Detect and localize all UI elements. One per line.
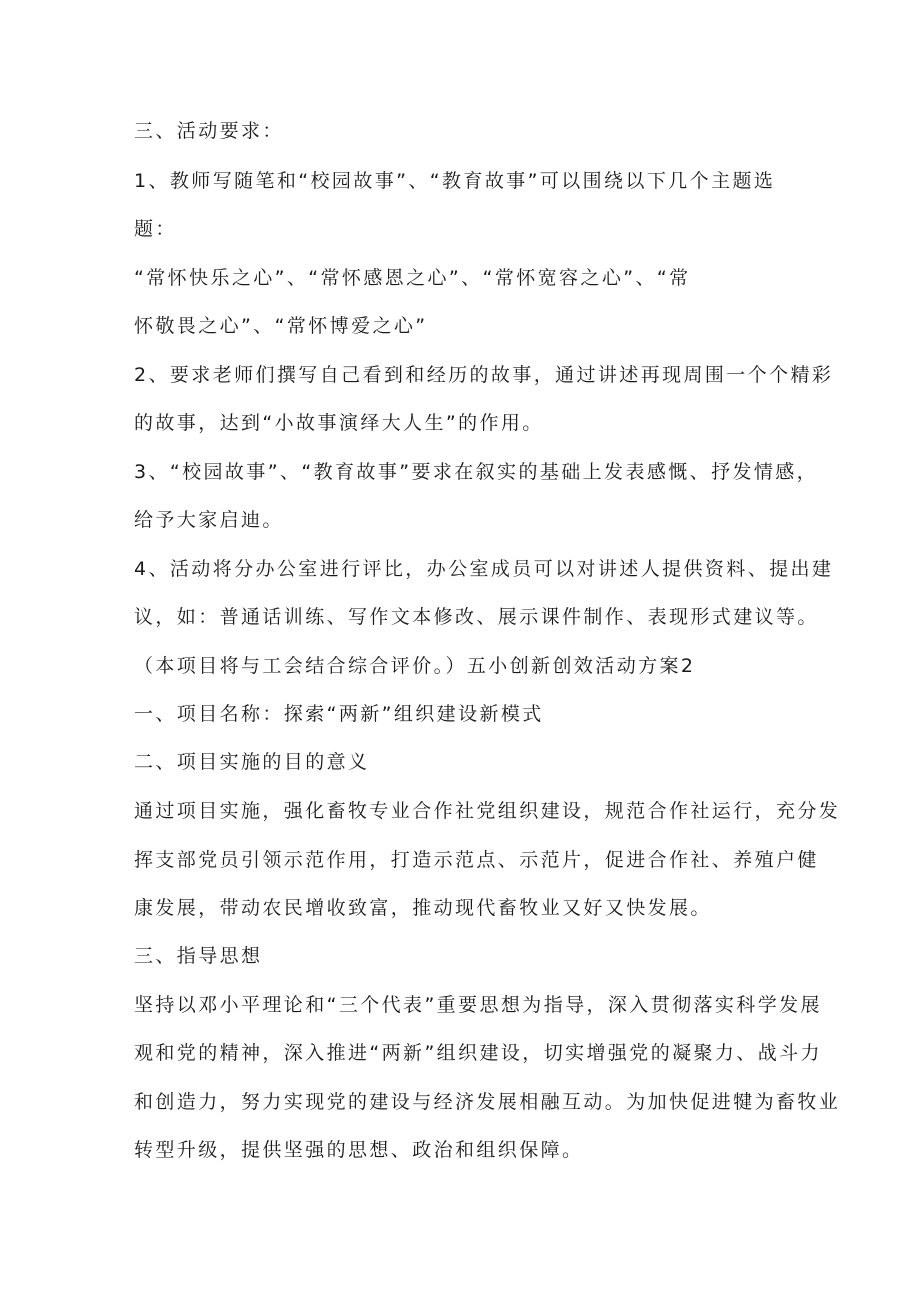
paragraph-line: 观和党的精神，深入推进“两新”组织建设，切实增强党的凝聚力、战斗力 (134, 1042, 822, 1064)
paragraph-line: 怀敬畏之心”、“常怀博爱之心” (134, 315, 428, 337)
paragraph-line: 议，如：普通话训练、写作文本修改、展示课件制作、表现形式建议等。 (134, 606, 819, 628)
paragraph-line: 康发展，带动农民增收致富，推动现代畜牧业又好又快发展。 (134, 897, 712, 919)
section-heading-purpose: 二、项目实施的目的意义 (134, 751, 370, 773)
paragraph-line: 通过项目实施，强化畜牧专业合作社党组织建设，规范合作社运行，充分发 (134, 800, 841, 822)
paragraph-line: 题： (134, 218, 177, 240)
paragraph-line: 转型升级，提供坚强的思想、政治和组织保障。 (134, 1139, 584, 1161)
paragraph-line: 3、“校园故事”、“教育故事”要求在叙实的基础上发表感慨、抒发情感， (134, 461, 819, 483)
paragraph-line: 给予大家启迪。 (134, 509, 284, 531)
section-heading-activity-requirements: 三、活动要求： (134, 120, 284, 142)
section-heading-project-name: 一、项目名称：探索“两新”组织建设新模式 (134, 703, 544, 725)
paragraph-line: （本项目将与工会结合综合评价。）五小创新创效活动方案2 (134, 655, 696, 677)
paragraph-line: 1、教师写随笔和“校园故事”、“教育故事”可以围绕以下几个主题选 (134, 170, 776, 192)
paragraph-line: 4、活动将分办公室进行评比，办公室成员可以对讲述人提供资料、提出建 (134, 558, 834, 580)
paragraph-line: 挥支部党员引领示范作用，打造示范点、示范片，促进合作社、养殖户健 (134, 849, 819, 871)
paragraph-line: 坚持以邓小平理论和“三个代表”重要思想为指导，深入贯彻落实科学发展 (134, 994, 822, 1016)
paragraph-line: 2、要求老师们撰写自己看到和经历的故事，通过讲述再现周围一个个精彩 (134, 364, 834, 386)
section-heading-guiding-ideology: 三、指导思想 (134, 945, 263, 967)
paragraph-line: “常怀快乐之心”、“常怀感恩之心”、“常怀宽容之心”、“常 (134, 267, 691, 289)
paragraph-line: 和创造力，努力实现党的建设与经济发展相融互动。为加快促进犍为畜牧业 (134, 1091, 841, 1113)
paragraph-line: 的故事，达到“小故事演绎大人生”的作用。 (134, 412, 544, 434)
